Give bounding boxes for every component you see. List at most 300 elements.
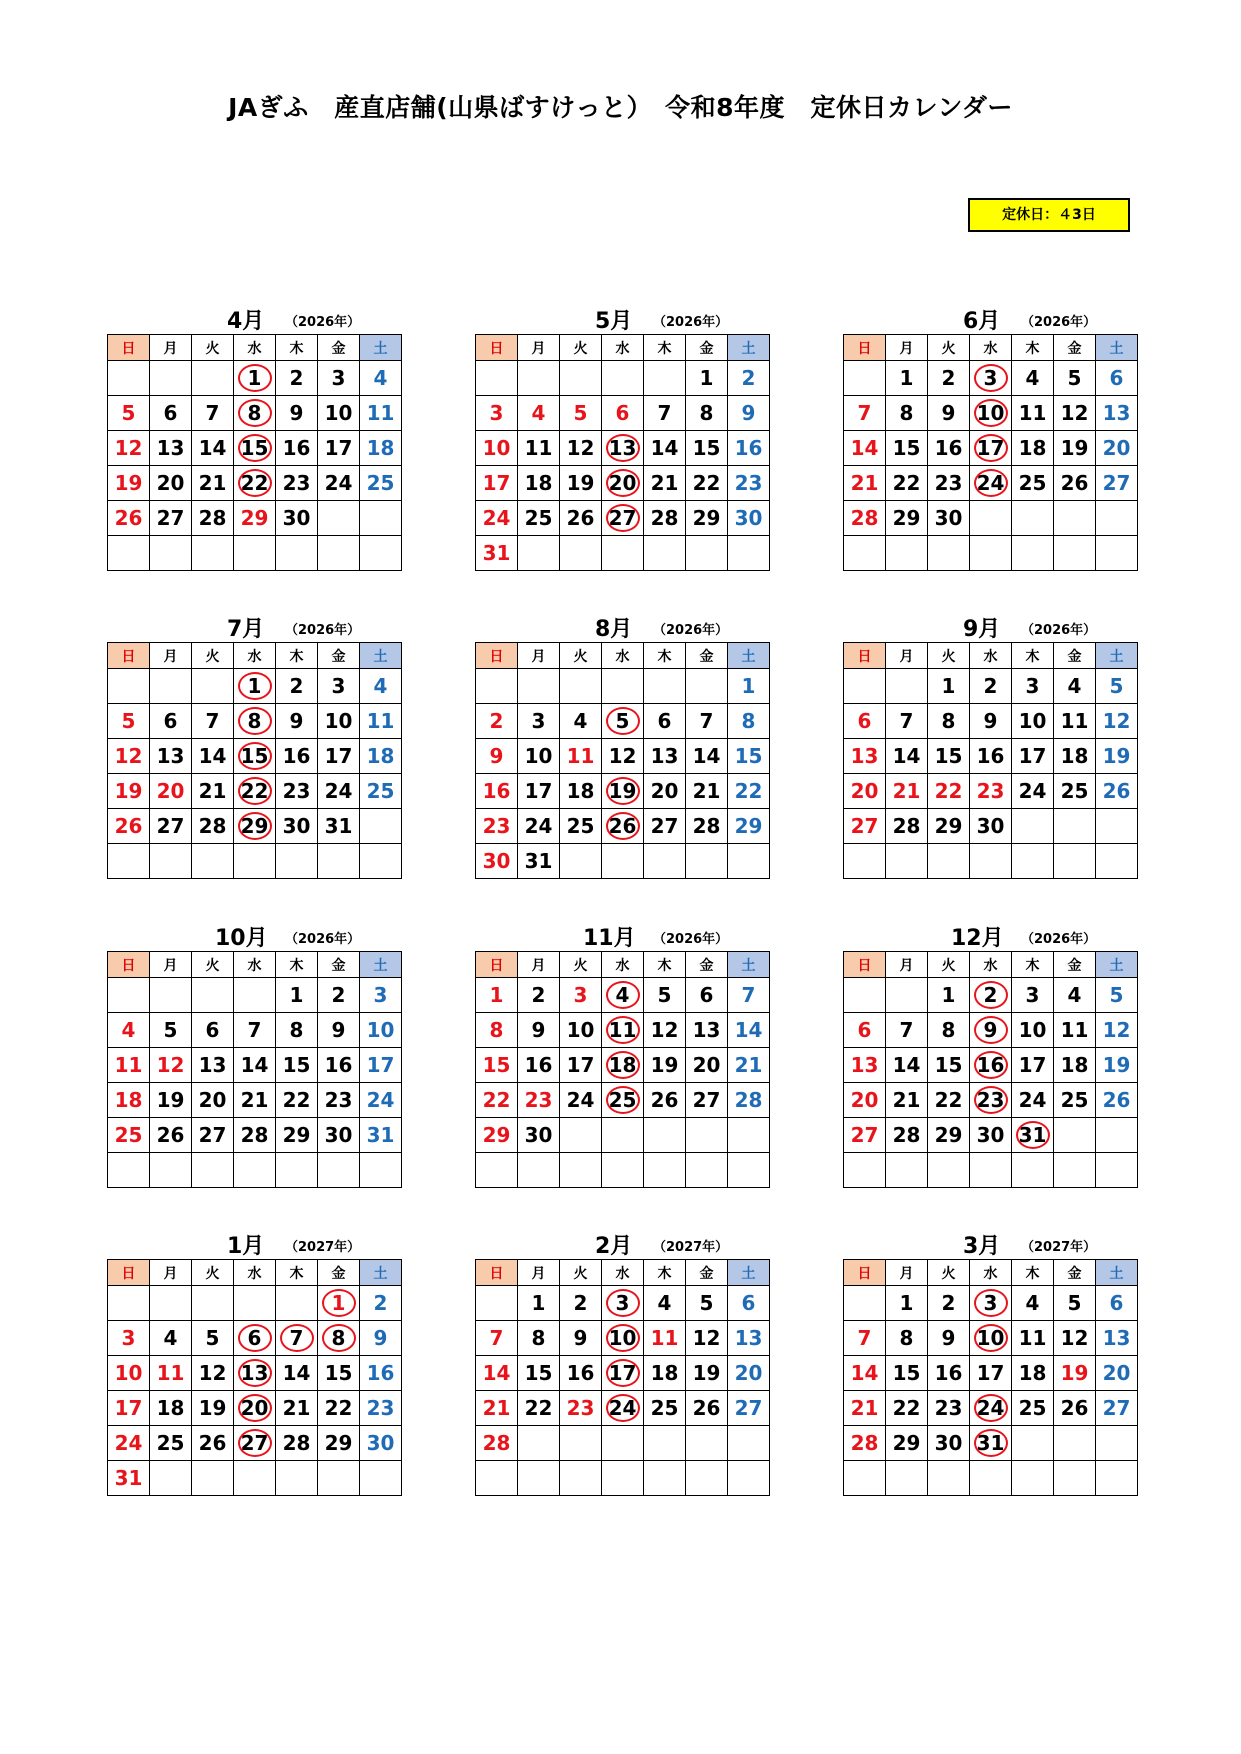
day-cell [1054,1356,1096,1391]
day-number: 8 [899,1326,914,1350]
day-number: 8 [899,401,914,425]
day-cell [644,1356,686,1391]
day-number: 28 [482,1431,511,1455]
month-calendar [475,1227,765,1496]
day-number: 15 [934,1053,963,1077]
day-number: 19 [1060,436,1089,460]
day-cell [728,809,770,844]
day-number: 24 [324,779,353,803]
day-cell [276,1118,318,1153]
day-number: 4 [1025,1291,1040,1315]
day-cell [686,669,728,704]
day-cell [192,844,234,879]
day-number: 10 [524,744,553,768]
day-number: 7 [657,401,672,425]
day-cell [602,396,644,431]
day-cell [476,466,518,501]
day-cell [928,1048,970,1083]
day-cell [686,361,728,396]
day-number: 24 [524,814,553,838]
day-cell [476,1321,518,1356]
day-cell [560,431,602,466]
day-cell [192,396,234,431]
day-number: 5 [1109,983,1124,1007]
day-cell [1096,536,1138,571]
day-cell [150,1083,192,1118]
day-number: 21 [892,1088,921,1112]
day-cell [1054,1013,1096,1048]
day-cell [728,396,770,431]
day-number: 9 [373,1326,388,1350]
weekday-header: 日 [844,1260,886,1286]
day-cell [192,1013,234,1048]
month-table [107,334,402,571]
day-cell [150,1426,192,1461]
day-number: 3 [489,401,504,425]
day-cell [686,1321,728,1356]
day-cell [560,739,602,774]
day-cell [1096,739,1138,774]
weekday-header: 日 [844,335,886,361]
day-cell [970,1426,1012,1461]
day-cell [1096,1083,1138,1118]
day-number: 14 [892,1053,921,1077]
weekday-header: 水 [970,952,1012,978]
day-number: 2 [983,674,998,698]
day-cell [1096,669,1138,704]
day-cell [476,361,518,396]
day-number: 5 [657,983,672,1007]
month-name: 2月 [595,1234,633,1259]
day-number: 25 [650,1396,679,1420]
day-number: 18 [114,1088,143,1112]
day-cell [560,844,602,879]
day-cell [318,774,360,809]
day-cell [276,669,318,704]
day-cell [476,774,518,809]
day-number: 7 [289,1326,304,1350]
day-number: 6 [657,709,672,733]
day-cell [234,501,276,536]
day-number: 15 [692,436,721,460]
day-number: 30 [734,506,763,530]
day-cell [886,774,928,809]
day-cell [560,1356,602,1391]
weekday-header: 土 [728,335,770,361]
day-number: 19 [1102,744,1131,768]
day-cell [644,1321,686,1356]
day-number: 16 [934,436,963,460]
day-number: 19 [650,1053,679,1077]
day-number: 9 [289,709,304,733]
day-number: 21 [198,471,227,495]
weekday-header: 月 [150,643,192,669]
weekday-header: 土 [1096,643,1138,669]
day-cell [1012,739,1054,774]
day-cell [970,501,1012,536]
weekday-header: 月 [886,643,928,669]
day-cell [192,536,234,571]
day-number: 28 [892,1123,921,1147]
month-year: （2026年） [653,623,729,638]
day-number: 25 [1018,471,1047,495]
day-number: 3 [615,1291,630,1315]
month-year: （2026年） [1021,315,1097,330]
day-cell [1054,844,1096,879]
day-number: 10 [324,709,353,733]
day-number: 27 [850,1123,879,1147]
day-cell [970,1321,1012,1356]
month-header [475,919,765,951]
day-cell [192,1118,234,1153]
day-cell [602,1048,644,1083]
day-cell [560,1461,602,1496]
day-cell [192,1286,234,1321]
day-number: 24 [608,1396,637,1420]
day-number: 19 [1102,1053,1131,1077]
day-number: 19 [1060,1361,1089,1385]
day-number: 12 [650,1018,679,1042]
day-cell [1096,466,1138,501]
day-cell [1054,1426,1096,1461]
day-number: 6 [1109,366,1124,390]
day-number: 15 [734,744,763,768]
weekday-header: 金 [686,1260,728,1286]
day-cell [276,978,318,1013]
day-cell [686,536,728,571]
day-cell [886,1118,928,1153]
day-number: 21 [850,1396,879,1420]
day-cell [644,844,686,879]
day-cell [318,536,360,571]
day-cell [970,536,1012,571]
day-cell [234,1461,276,1496]
day-number: 12 [1060,1326,1089,1350]
weekday-header: 火 [192,643,234,669]
month-calendar [843,1227,1133,1496]
day-cell [518,536,560,571]
day-number: 18 [566,779,595,803]
day-cell [360,1048,402,1083]
day-cell [928,1013,970,1048]
day-cell [150,1391,192,1426]
day-cell [1096,1391,1138,1426]
day-cell [602,1391,644,1426]
day-cell [518,669,560,704]
weekday-header: 木 [1012,1260,1054,1286]
day-cell [644,809,686,844]
day-number: 26 [608,814,637,838]
day-cell [970,739,1012,774]
day-cell [1012,1426,1054,1461]
day-cell [886,1013,928,1048]
day-cell [602,809,644,844]
day-cell [560,774,602,809]
day-cell [1012,1461,1054,1496]
day-number: 16 [976,1053,1005,1077]
day-cell [1012,809,1054,844]
day-cell [970,1461,1012,1496]
day-cell [602,1118,644,1153]
day-number: 20 [850,779,879,803]
day-number: 14 [282,1361,311,1385]
day-cell [1054,1048,1096,1083]
day-number: 9 [941,1326,956,1350]
day-number: 20 [240,1396,269,1420]
day-cell [234,809,276,844]
day-number: 5 [573,401,588,425]
day-cell [192,1048,234,1083]
day-cell [844,501,886,536]
day-number: 22 [934,1088,963,1112]
day-number: 1 [899,366,914,390]
day-number: 14 [692,744,721,768]
day-cell [1096,1356,1138,1391]
day-number: 1 [289,983,304,1007]
day-number: 29 [482,1123,511,1147]
day-cell [1012,396,1054,431]
weekday-header: 火 [560,1260,602,1286]
day-number: 27 [240,1431,269,1455]
day-cell [360,704,402,739]
day-cell [518,978,560,1013]
weekday-header: 木 [276,952,318,978]
day-number: 25 [1060,1088,1089,1112]
day-cell [560,704,602,739]
day-cell [276,501,318,536]
day-number: 22 [324,1396,353,1420]
day-cell [1012,1321,1054,1356]
day-number: 4 [1067,674,1082,698]
weekday-header: 火 [192,952,234,978]
day-cell [644,466,686,501]
day-cell [686,501,728,536]
day-cell [970,1153,1012,1188]
day-cell [318,1153,360,1188]
day-cell [728,501,770,536]
day-cell [518,1426,560,1461]
day-number: 16 [566,1361,595,1385]
day-cell [150,466,192,501]
day-cell [276,431,318,466]
day-cell [1096,1013,1138,1048]
day-cell [192,1391,234,1426]
day-cell [518,1013,560,1048]
day-number: 12 [608,744,637,768]
day-cell [150,809,192,844]
day-cell [970,669,1012,704]
month-year: （2027年） [653,1240,729,1255]
day-number: 18 [156,1396,185,1420]
day-number: 3 [373,983,388,1007]
day-cell [1096,1286,1138,1321]
day-number: 2 [573,1291,588,1315]
day-cell [844,844,886,879]
day-number: 24 [566,1088,595,1112]
weekday-header: 金 [318,643,360,669]
day-cell [108,1391,150,1426]
day-cell [886,361,928,396]
weekday-header: 火 [928,952,970,978]
day-number: 7 [857,401,872,425]
day-cell [518,466,560,501]
day-number: 28 [850,506,879,530]
day-cell [686,1356,728,1391]
day-cell [970,1118,1012,1153]
day-number: 13 [850,744,879,768]
day-number: 12 [692,1326,721,1350]
day-cell [970,1391,1012,1426]
month-table [843,334,1138,571]
day-number: 3 [983,1291,998,1315]
weekday-header: 月 [518,1260,560,1286]
day-number: 21 [650,471,679,495]
day-cell [560,1153,602,1188]
day-cell [886,669,928,704]
day-cell [476,1083,518,1118]
day-cell [560,466,602,501]
day-cell [1012,466,1054,501]
day-cell [108,774,150,809]
day-cell [318,739,360,774]
day-number: 4 [163,1326,178,1350]
day-cell [928,361,970,396]
day-number: 23 [934,1396,963,1420]
day-number: 17 [366,1053,395,1077]
day-number: 20 [156,471,185,495]
weekday-header: 月 [150,1260,192,1286]
month-header [475,610,765,642]
day-number: 13 [734,1326,763,1350]
day-cell [970,774,1012,809]
day-number: 2 [289,674,304,698]
month-header [107,919,397,951]
day-cell [1096,396,1138,431]
day-cell [518,1391,560,1426]
day-cell [560,978,602,1013]
day-number: 12 [566,436,595,460]
day-cell [476,1118,518,1153]
weekday-header: 日 [844,643,886,669]
day-number: 1 [489,983,504,1007]
day-cell [1096,1153,1138,1188]
day-number: 17 [114,1396,143,1420]
day-cell [318,466,360,501]
day-cell [1054,501,1096,536]
day-cell [360,669,402,704]
day-number: 8 [941,1018,956,1042]
day-cell [1012,774,1054,809]
day-number: 29 [934,814,963,838]
day-cell [844,536,886,571]
weekday-header: 火 [560,335,602,361]
day-cell [602,1356,644,1391]
day-cell [644,1013,686,1048]
day-number: 20 [692,1053,721,1077]
day-cell [192,1356,234,1391]
day-cell [1012,536,1054,571]
day-cell [360,1426,402,1461]
day-number: 5 [1067,366,1082,390]
day-cell [276,361,318,396]
day-number: 21 [240,1088,269,1112]
day-cell [234,431,276,466]
day-number: 21 [734,1053,763,1077]
day-number: 30 [976,1123,1005,1147]
day-cell [476,431,518,466]
day-cell [276,739,318,774]
day-number: 6 [163,709,178,733]
day-number: 18 [608,1053,637,1077]
day-number: 10 [976,401,1005,425]
weekday-header: 月 [886,952,928,978]
day-cell [644,978,686,1013]
day-cell [360,978,402,1013]
day-number: 8 [289,1018,304,1042]
day-cell [886,396,928,431]
day-cell [1012,431,1054,466]
day-number: 3 [121,1326,136,1350]
day-number: 5 [163,1018,178,1042]
day-cell [360,1153,402,1188]
day-number: 4 [657,1291,672,1315]
day-cell [476,1013,518,1048]
day-number: 11 [566,744,595,768]
month-table [475,951,770,1188]
day-cell [928,1083,970,1118]
day-cell [234,1286,276,1321]
day-number: 6 [247,1326,262,1350]
day-number: 23 [566,1396,595,1420]
day-number: 28 [850,1431,879,1455]
day-cell [1054,536,1096,571]
page-title: JAぎふ 産直店舗(山県ばすけっと） 令和8年度 定休日カレンダー [228,93,1013,122]
day-cell [970,1083,1012,1118]
day-number: 24 [1018,1088,1047,1112]
day-cell [360,1321,402,1356]
day-number: 1 [531,1291,546,1315]
day-cell [192,1426,234,1461]
day-number: 20 [734,1361,763,1385]
day-number: 5 [121,401,136,425]
month-name: 1月 [227,1234,265,1259]
day-number: 28 [198,506,227,530]
day-number: 20 [198,1088,227,1112]
month-table [843,951,1138,1188]
day-number: 25 [566,814,595,838]
day-cell [844,1461,886,1496]
day-cell [602,669,644,704]
day-cell [192,501,234,536]
month-table [107,1259,402,1496]
day-cell [276,396,318,431]
day-cell [686,1153,728,1188]
day-cell [686,844,728,879]
day-number: 22 [240,471,269,495]
weekday-header: 土 [1096,1260,1138,1286]
day-cell [728,978,770,1013]
day-cell [928,431,970,466]
day-cell [1096,1426,1138,1461]
day-number: 8 [699,401,714,425]
day-cell [276,1153,318,1188]
day-cell [192,669,234,704]
day-number: 22 [692,471,721,495]
month-header [475,1227,765,1259]
day-number: 22 [934,779,963,803]
day-cell [476,1048,518,1083]
weekday-header: 木 [1012,643,1054,669]
